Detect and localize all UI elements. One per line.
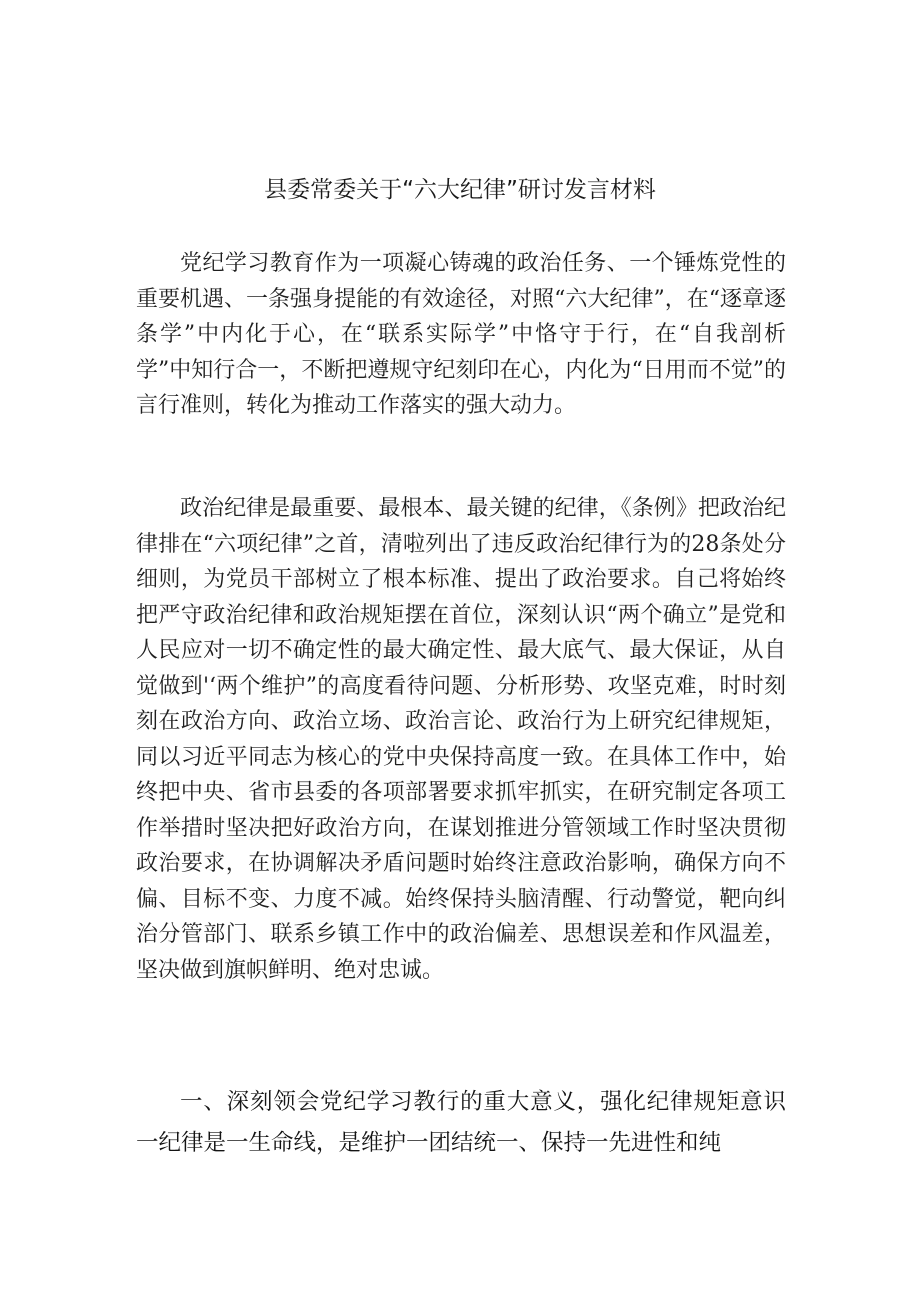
document-title: 县委常委关于“六大纪律”研讨发言材料	[264, 177, 656, 203]
paragraph-political-discipline: 政治纪律是最重要、最根本、最关键的纪律，《条例》把政治纪律排在“六项纪律”之首，清啦列出了违反政治纪律行为的28条处分细则，为党员干部树立了根本标准、提出了政治要求。自己将始终把严守政治纪律和政治规矩摆在首位，深刻认识“两个确立”是党和人民应对一切不确定性的最大确定性、最大底气、最大保证，从自觉做到'‘两个维护”的高度看待问题、分析形势、攻坚克难，时时刻刻在政治方向、政治立场、政治言论、政治行为上研究纪律规矩，同以习近平同志为核心的党中央保持高度一致。在具体工作中，始终把中央、省市县委的各项部署要求抓牢抓实，在研究制定各项工作举措时坚决把好政治方向，在谋划推进分管领域工作时坚决贯彻政治要求，在协调解决矛盾问题时始终注意政治影响，确保方向不偏、目标不变、力度不减。始终保持头脑清醒、行动警觉，靶向纠治分管部门、联系乡镇工作中的政治偏差、思想误差和作风温差，坚决做到旗帜鲜明、绝对忠诚。	[136, 496, 786, 983]
section-heading: 一、深刻领会党纪学习教行的重大意义，强化纪律规矩意识一纪律是一生命线，是维护一团结统一、保持一先进性和纯	[136, 1089, 786, 1156]
paragraph-intro: 党纪学习教育作为一项凝心铸魂的政治任务、一个锤炼党性的重要机遇、一条强身提能的有效途径，对照“六大纪律”，在“逐章逐条学”中内化于心，在“联系实际学”中恪守于行，在“自我剖析学”中知行合一，不断把遵规守纪刻印在心，内化为“日用而不觉”的言行准则，转化为推动工作落实的强大动力。	[136, 251, 786, 418]
